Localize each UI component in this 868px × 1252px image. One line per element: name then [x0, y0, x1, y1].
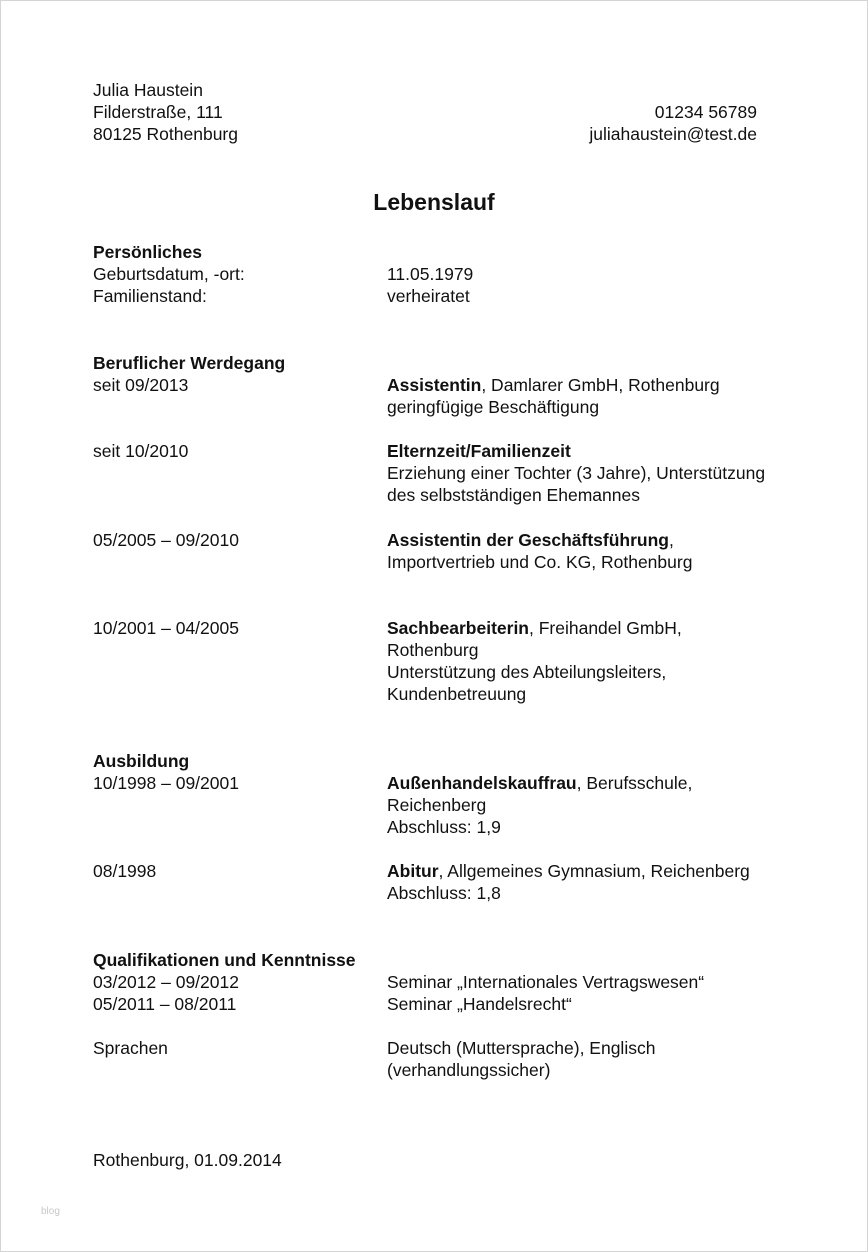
languages-value: Deutsch (Muttersprache), Englisch — [387, 1038, 656, 1058]
sender-name: Julia Haustein — [93, 80, 203, 100]
education-degree: Abitur — [387, 861, 439, 881]
status-label: Familienstand: — [93, 286, 207, 306]
education-detail: Abschluss: 1,9 — [387, 817, 501, 837]
career-role: Elternzeit/Familienzeit — [387, 441, 571, 461]
languages-label: Sprachen — [93, 1038, 168, 1058]
education-detail: Reichenberg — [387, 795, 487, 815]
languages-value-cont: (verhandlungssicher) — [387, 1060, 551, 1080]
sender-street: Filderstraße, 111 — [93, 102, 223, 122]
career-detail: , Damlarer GmbH, Rothenburg — [481, 375, 720, 395]
career-detail: des selbstständigen Ehemannes — [387, 485, 640, 505]
career-detail: Importvertrieb und Co. KG, Rothenburg — [387, 552, 693, 572]
page-title: Lebenslauf — [373, 189, 495, 215]
education-date: 10/1998 – 09/2001 — [93, 773, 239, 793]
career-role: Assistentin der Geschäftsführung — [387, 530, 669, 550]
qualification-text: Seminar „Handelsrecht“ — [387, 994, 572, 1014]
section-heading-qualifications: Qualifikationen und Kenntnisse — [93, 950, 356, 970]
career-detail: geringfügige Beschäftigung — [387, 397, 600, 417]
career-date: 10/2001 – 04/2005 — [93, 618, 239, 638]
career-entry-line — [387, 374, 720, 396]
career-date: 05/2005 – 09/2010 — [93, 530, 239, 550]
sender-city: 80125 Rothenburg — [93, 124, 238, 144]
education-detail: Abschluss: 1,8 — [387, 883, 501, 903]
career-role: Assistentin — [387, 375, 482, 395]
qualification-date: 03/2012 – 09/2012 — [93, 972, 239, 992]
education-degree: Außenhandelskauffrau — [387, 773, 577, 793]
place-date: Rothenburg, 01.09.2014 — [93, 1150, 282, 1170]
education-entry-line — [387, 860, 750, 882]
career-role: Sachbearbeiterin — [387, 618, 529, 638]
career-detail: , — [669, 530, 674, 550]
section-heading-education: Ausbildung — [93, 751, 190, 771]
section-heading-personal: Persönliches — [93, 242, 202, 262]
education-detail: , Berufsschule, — [576, 773, 693, 793]
status-value: verheiratet — [387, 286, 470, 306]
career-detail: Unterstützung des Abteilungsleiters, — [387, 662, 667, 682]
career-entry-line — [387, 529, 674, 551]
career-detail: Rothenburg — [387, 640, 479, 660]
qualification-date: 05/2011 – 08/2011 — [93, 994, 237, 1014]
career-detail: , Freihandel GmbH, — [529, 618, 682, 638]
section-heading-career: Beruflicher Werdegang — [93, 353, 286, 373]
career-date: seit 09/2013 — [93, 375, 189, 395]
birth-label: Geburtsdatum, -ort: — [93, 264, 245, 284]
education-entry-line — [387, 772, 692, 794]
career-entry-line — [387, 617, 682, 639]
sender-email: juliahaustein@test.de — [589, 124, 757, 144]
education-date: 08/1998 — [93, 861, 157, 881]
career-detail: Erziehung einer Tochter (3 Jahre), Unterstützung — [387, 463, 766, 483]
education-detail: , Allgemeines Gymnasium, Reichenberg — [438, 861, 750, 881]
career-detail: Kundenbetreuung — [387, 684, 527, 704]
career-date: seit 10/2010 — [93, 441, 189, 461]
watermark: blog — [41, 1206, 60, 1217]
qualification-text: Seminar „Internationales Vertragswesen“ — [387, 972, 705, 992]
sender-phone: 01234 56789 — [654, 102, 757, 122]
birth-value: 11.05.1979 — [387, 264, 474, 284]
